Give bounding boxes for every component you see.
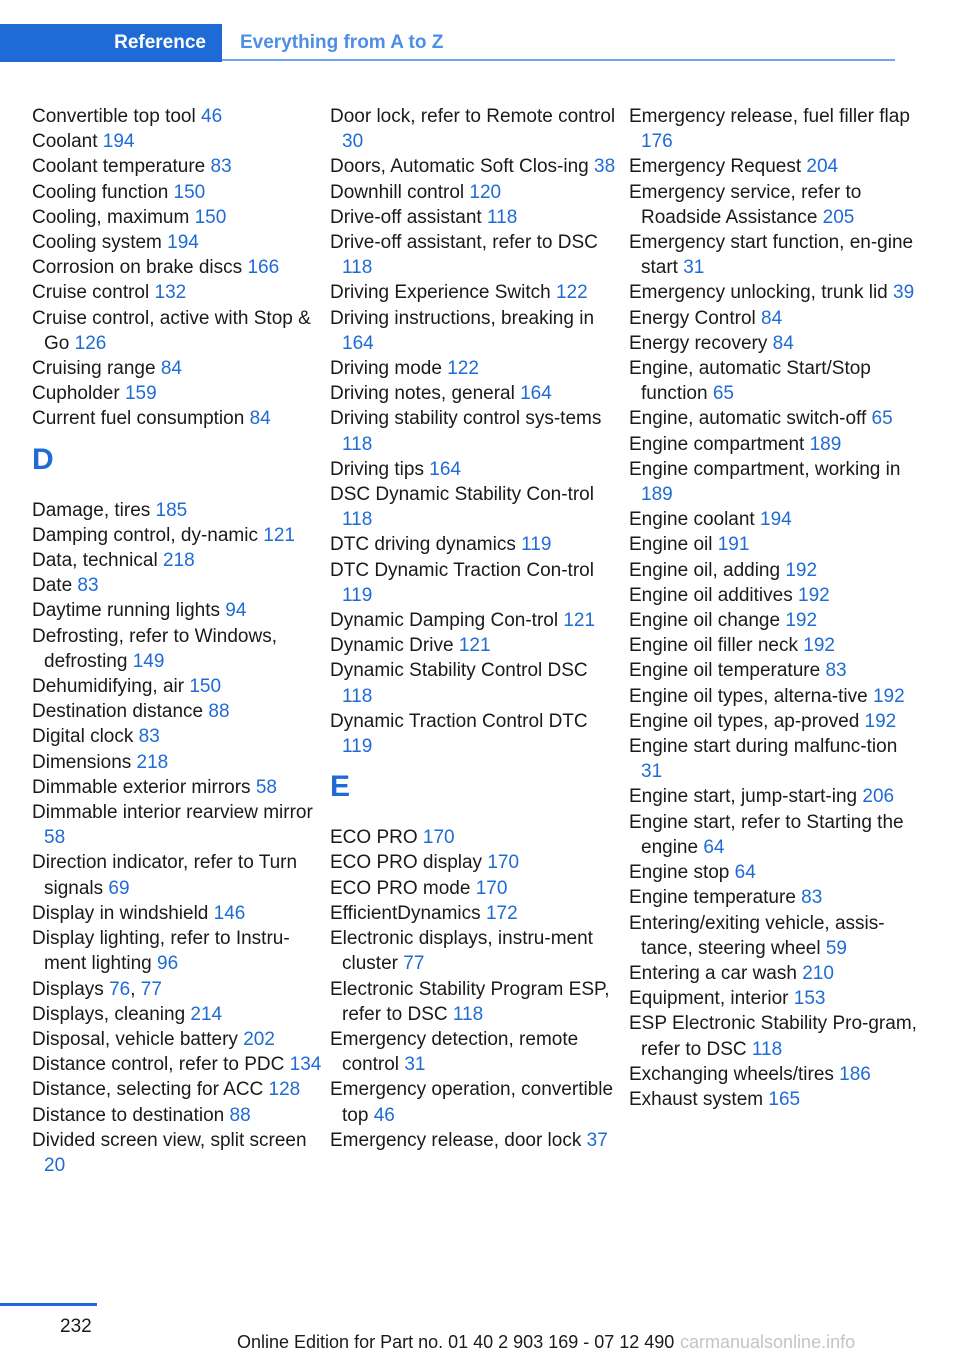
page-link[interactable]: 191: [717, 534, 750, 556]
index-term: Electronic Stability Program ESP, refer to DSC: [330, 978, 610, 1025]
page-link[interactable]: 192: [864, 710, 897, 732]
index-entry: [330, 280, 620, 305]
index-entry: [330, 457, 620, 482]
page-link[interactable]: 126: [74, 332, 107, 354]
section-tab[interactable]: Reference: [0, 24, 222, 62]
index-term: Engine coolant: [629, 509, 760, 531]
index-entry: [629, 457, 919, 507]
page-link[interactable]: 121: [458, 635, 491, 657]
index-term: Engine start during malfunc-tion: [629, 736, 898, 758]
page-link[interactable]: 132: [154, 282, 187, 304]
index-entry: [330, 825, 620, 850]
index-term: Distance, selecting for ACC: [32, 1079, 269, 1101]
index-term: Engine compartment: [629, 433, 810, 455]
page-link[interactable]: 204: [806, 156, 839, 178]
index-entry: [32, 498, 322, 523]
index-entry: [629, 608, 919, 633]
page-link[interactable]: 164: [520, 383, 552, 405]
index-entry: [330, 306, 620, 356]
index-term: Coolant: [32, 131, 103, 153]
index-entry: [330, 356, 620, 381]
index-entry: [32, 381, 322, 406]
index-entry: [330, 658, 620, 708]
index-entry: [32, 255, 322, 280]
index-term: Downhill control: [330, 181, 470, 203]
index-entry: [32, 406, 322, 431]
page-link[interactable]: 189: [641, 484, 673, 506]
page-link[interactable]: 159: [124, 383, 157, 405]
page-link[interactable]: 122: [555, 282, 588, 304]
index-entry: [629, 1011, 919, 1061]
page-link[interactable]: 65: [871, 408, 893, 430]
index-entry: [32, 573, 322, 598]
index-entry: [32, 977, 322, 1002]
page-link[interactable]: 172: [485, 902, 518, 924]
index-term: Daytime running lights: [32, 600, 226, 622]
page-link[interactable]: 118: [751, 1038, 783, 1060]
index-term: Engine oil types, ap-proved: [629, 710, 865, 732]
index-term: ESP Electronic Stability Pro-gram, refer to DSC: [629, 1013, 917, 1060]
index-term: Cooling function: [32, 181, 174, 203]
page-link[interactable]: 122: [447, 358, 479, 380]
page-link[interactable]: 58: [44, 827, 66, 849]
page-link[interactable]: 150: [194, 206, 227, 228]
index-entry: [629, 280, 919, 305]
index-term: DTC driving dynamics: [330, 534, 522, 556]
page-link[interactable]: 83: [825, 660, 847, 682]
index-term: Engine oil filler neck: [629, 635, 804, 657]
page-link[interactable]: 38: [594, 156, 616, 178]
page-number: 232: [60, 1316, 92, 1337]
page-link[interactable]: 31: [404, 1054, 426, 1076]
index-entry: [32, 548, 322, 573]
page-link[interactable]: 134: [289, 1054, 322, 1076]
index-entry: [32, 180, 322, 205]
page-link[interactable]: 119: [521, 534, 552, 556]
index-entry: [629, 532, 919, 557]
index-term: Dynamic Traction Control DTC: [330, 710, 588, 732]
page-link[interactable]: 166: [247, 257, 280, 279]
index-term: Cruise control: [32, 282, 155, 304]
index-term: Engine, automatic switch-off: [629, 408, 872, 430]
index-column-3: [629, 104, 919, 1112]
index-term: Dehumidifying, air: [32, 676, 190, 698]
page-link[interactable]: 189: [809, 433, 842, 455]
page-link[interactable]: 64: [734, 862, 756, 884]
index-entry: [629, 432, 919, 457]
index-term: Driving Experience Switch: [330, 282, 556, 304]
index-entry: [629, 356, 919, 406]
index-entry: [629, 860, 919, 885]
page-header: [0, 24, 895, 62]
index-entry: [330, 633, 620, 658]
index-term: Engine compartment, working in: [629, 458, 901, 480]
page-link[interactable]: 205: [822, 206, 855, 228]
index-term: Distance to destination: [32, 1104, 230, 1126]
index-term: Cooling system: [32, 232, 168, 254]
page-link[interactable]: 210: [802, 962, 834, 984]
index-entry: [629, 507, 919, 532]
index-term: Coolant temperature: [32, 156, 211, 178]
index-term: Defrosting, refer to Windows, defrosting: [32, 625, 277, 672]
index-entry: [330, 1027, 620, 1077]
index-term: Digital clock: [32, 726, 139, 748]
index-term: Engine, automatic Start/Stop function: [629, 358, 871, 405]
index-entry: [32, 356, 322, 381]
index-entry: [330, 608, 620, 633]
index-entry: [32, 523, 322, 548]
index-term: Cooling, maximum: [32, 206, 195, 228]
page-link[interactable]: 118: [452, 1003, 484, 1025]
index-term: Dynamic Stability Control DSC: [330, 660, 588, 682]
page-link[interactable]: 88: [208, 701, 230, 723]
index-entry: [32, 205, 322, 230]
page-link[interactable]: 164: [342, 332, 374, 354]
index-term: Driving notes, general: [330, 383, 521, 405]
index-entry: [32, 306, 322, 356]
index-term: Engine start, refer to Starting the engine: [629, 811, 904, 858]
index-entry: [32, 104, 322, 129]
index-term: Displays: [32, 978, 110, 1000]
index-term: Exchanging wheels/tires: [629, 1063, 840, 1085]
index-entry: [32, 699, 322, 724]
index-entry: [629, 961, 919, 986]
page-link[interactable]: 31: [683, 257, 705, 279]
page-link[interactable]: 84: [160, 358, 182, 380]
page-link[interactable]: 59: [825, 937, 847, 959]
page-link[interactable]: 150: [173, 181, 206, 203]
index-term: Emergency Request: [629, 156, 807, 178]
page-separator: ,: [130, 978, 141, 1000]
header-divider: [222, 59, 895, 61]
page-link[interactable]: 46: [373, 1104, 395, 1126]
page-link[interactable]: 186: [839, 1063, 871, 1085]
page-link[interactable]: 206: [862, 786, 895, 808]
index-entry: [629, 784, 919, 809]
index-entry: [32, 280, 322, 305]
page-link[interactable]: 65: [712, 383, 734, 405]
index-entry: [330, 532, 620, 557]
page-link[interactable]: 170: [487, 852, 520, 874]
index-entry: [629, 104, 919, 154]
index-term: Display in windshield: [32, 902, 214, 924]
index-entry: [330, 850, 620, 875]
index-entry: [330, 977, 620, 1027]
index-term: Exhaust system: [629, 1088, 769, 1110]
page-link[interactable]: 194: [167, 232, 199, 254]
page-link[interactable]: 58: [255, 776, 277, 798]
index-entry: [330, 230, 620, 280]
index-term: Dimmable exterior mirrors: [32, 776, 256, 798]
index-entry: [32, 800, 322, 850]
index-term: Energy Control: [629, 307, 762, 329]
index-entry: [629, 1087, 919, 1112]
page-link[interactable]: 214: [190, 1003, 223, 1025]
footer-divider: [0, 1303, 97, 1306]
page-link[interactable]: 128: [268, 1079, 301, 1101]
index-entry: [629, 558, 919, 583]
index-letter-heading: D: [32, 442, 54, 476]
page-link[interactable]: 192: [872, 685, 905, 707]
index-term: Door lock, refer to Remote control: [330, 106, 616, 127]
page-link[interactable]: 170: [422, 827, 455, 849]
index-term: Entering a car wash: [629, 962, 803, 984]
index-term: Dynamic Damping Con-trol: [330, 610, 564, 632]
index-term: Dimensions: [32, 751, 137, 773]
page-link[interactable]: 77: [403, 953, 425, 975]
page-link[interactable]: 149: [132, 650, 165, 672]
index-term: ECO PRO display: [330, 852, 488, 874]
page-link[interactable]: 118: [342, 433, 373, 455]
index-term: Drive-off assistant, refer to DSC: [330, 232, 598, 254]
index-term: Equipment, interior: [629, 988, 794, 1010]
index-term: Entering/exiting vehicle, assis-tance, steering wheel: [629, 912, 885, 959]
index-term: Current fuel consumption: [32, 408, 250, 430]
index-term: Cupholder: [32, 383, 125, 405]
page-link[interactable]: 176: [641, 131, 673, 153]
page-link[interactable]: 194: [760, 509, 792, 531]
page-link[interactable]: 218: [162, 550, 195, 572]
page-link[interactable]: 31: [641, 761, 663, 783]
index-term: Driving stability control sys-tems: [330, 408, 602, 430]
page-link[interactable]: 76: [109, 978, 131, 1000]
page-link[interactable]: 83: [210, 156, 232, 178]
index-term: ECO PRO mode: [330, 877, 476, 899]
index-term: Emergency service, refer to Roadside Assistance: [629, 181, 862, 228]
index-entry: [32, 901, 322, 926]
index-entry: [32, 1128, 322, 1178]
index-column-1: [32, 104, 322, 1178]
subsection-title[interactable]: Everything from A to Z: [240, 32, 444, 53]
index-entry: [629, 331, 919, 356]
index-entry: [330, 104, 620, 154]
index-entry: [629, 230, 919, 280]
index-term: Emergency release, fuel filler flap: [629, 106, 910, 127]
index-entry: [629, 810, 919, 860]
index-entry: [629, 406, 919, 431]
index-entry: [32, 750, 322, 775]
page-link[interactable]: 83: [77, 575, 99, 597]
index-entry: [330, 926, 620, 976]
index-entry: [330, 1077, 620, 1127]
index-entry: [32, 775, 322, 800]
index-term: Engine oil: [629, 534, 718, 556]
index-column-2: [330, 104, 620, 1153]
index-term: Date: [32, 575, 78, 597]
index-term: Displays, cleaning: [32, 1003, 191, 1025]
index-entry: [629, 1062, 919, 1087]
page-link[interactable]: 150: [189, 676, 222, 698]
index-term: DSC Dynamic Stability Con-trol: [330, 484, 594, 506]
index-entry: [32, 1027, 322, 1052]
index-entry: [330, 876, 620, 901]
index-entry: [32, 129, 322, 154]
page-link[interactable]: 118: [342, 257, 373, 279]
page-link[interactable]: 120: [469, 181, 502, 203]
index-term: Engine oil types, alterna-tive: [629, 685, 873, 707]
page-link[interactable]: 121: [563, 610, 596, 632]
index-entry: [629, 986, 919, 1011]
index-term: Data, technical: [32, 550, 163, 572]
index-letter-heading: E: [330, 770, 351, 804]
index-term: Corrosion on brake discs: [32, 257, 248, 279]
index-entry: [32, 624, 322, 674]
index-entry: [629, 911, 919, 961]
index-term: Emergency detection, remote control: [330, 1028, 579, 1076]
index-term: Destination distance: [32, 701, 209, 723]
index-entry: [629, 154, 919, 179]
page-link[interactable]: 192: [785, 559, 818, 581]
page-link[interactable]: 202: [243, 1028, 275, 1050]
index-entry: [629, 734, 919, 784]
index-entry: [330, 1128, 620, 1153]
index-entry: [32, 230, 322, 255]
index-entry: [629, 885, 919, 910]
index-entry: [330, 205, 620, 230]
index-entry: [330, 381, 620, 406]
index-term: Cruise control, active with Stop & Go: [32, 307, 311, 354]
index-term: Emergency unlocking, trunk lid: [629, 282, 894, 304]
index-entry: [32, 598, 322, 623]
index-entry: [32, 926, 322, 976]
index-entry: [629, 709, 919, 734]
index-term: Driving mode: [330, 358, 448, 380]
index-entry: [330, 482, 620, 532]
page-link[interactable]: 20: [44, 1154, 66, 1176]
page-link[interactable]: 192: [803, 635, 835, 657]
index-entry: [32, 724, 322, 749]
index-entry: [32, 1077, 322, 1102]
index-entry: [330, 180, 620, 205]
index-term: DTC Dynamic Traction Con-trol: [330, 559, 594, 581]
index-entry: [629, 633, 919, 658]
index-term: EfficientDynamics: [330, 902, 486, 924]
index-entry: [32, 1002, 322, 1027]
page-link[interactable]: 69: [108, 877, 130, 899]
index-entry: [330, 709, 620, 759]
index-term: Emergency start function, en-gine start: [629, 232, 914, 279]
index-entry: [32, 1052, 322, 1077]
index-term: Driving tips: [330, 458, 430, 480]
index-entry: [629, 684, 919, 709]
page-link[interactable]: 119: [342, 736, 373, 758]
index-entry: [330, 154, 620, 179]
page-link[interactable]: 192: [798, 584, 830, 606]
page-link[interactable]: 170: [475, 877, 508, 899]
index-term: Energy recovery: [629, 332, 773, 354]
page-link[interactable]: 96: [157, 953, 179, 975]
index-entry: [629, 306, 919, 331]
page-link[interactable]: 84: [761, 307, 783, 329]
page-link[interactable]: 37: [586, 1129, 608, 1151]
edition-text: Online Edition for Part no. 01 40 2 903 169 - 07 12 490: [237, 1332, 675, 1352]
index-term: Cruising range: [32, 358, 161, 380]
index-term: Engine oil additives: [629, 584, 798, 606]
index-entry: [32, 154, 322, 179]
index-term: Drive-off assistant: [330, 206, 487, 228]
index-entry: [330, 901, 620, 926]
page-link[interactable]: 46: [201, 106, 223, 127]
page-link[interactable]: 119: [342, 584, 373, 606]
page-link[interactable]: 94: [225, 600, 247, 622]
page-link[interactable]: 39: [893, 282, 915, 304]
page-link[interactable]: 146: [213, 902, 246, 924]
index-term: Driving instructions, breaking in: [330, 307, 595, 329]
page-link[interactable]: 165: [768, 1088, 801, 1110]
index-term: Electronic displays, instru-ment cluster: [330, 928, 593, 975]
index-term: Emergency release, door lock: [330, 1129, 587, 1151]
page-link[interactable]: 192: [785, 610, 818, 632]
page-link[interactable]: 88: [229, 1104, 251, 1126]
index-entry: [32, 674, 322, 699]
page-link[interactable]: 77: [140, 978, 162, 1000]
index-term: Engine oil temperature: [629, 660, 826, 682]
page-link[interactable]: 118: [342, 685, 373, 707]
index-term: Dimmable interior rearview mirror: [32, 802, 313, 824]
index-term: ECO PRO: [330, 827, 423, 849]
page-link[interactable]: 83: [138, 726, 160, 748]
page-link[interactable]: 30: [342, 131, 364, 153]
index-term: Divided screen view, split screen: [32, 1129, 307, 1151]
index-term: Engine oil change: [629, 610, 786, 632]
page-link[interactable]: 185: [155, 499, 188, 521]
index-term: Engine oil, adding: [629, 559, 786, 581]
index-entry: [32, 850, 322, 900]
index-term: Damage, tires: [32, 499, 156, 521]
index-term: Damping control, dy-namic: [32, 524, 264, 546]
page-link[interactable]: 153: [793, 988, 826, 1010]
index-term: Disposal, vehicle battery: [32, 1028, 244, 1050]
index-entry: [32, 1103, 322, 1128]
index-term: Doors, Automatic Soft Clos-ing: [330, 156, 594, 178]
index-entry: [629, 583, 919, 608]
page-link[interactable]: 84: [772, 332, 794, 354]
index-term: Distance control, refer to PDC: [32, 1054, 290, 1076]
page-link[interactable]: 218: [136, 751, 169, 773]
index-entry: [629, 658, 919, 683]
page-link[interactable]: 164: [429, 458, 461, 480]
index-term: Convertible top tool: [32, 106, 201, 127]
index-term: Engine stop: [629, 862, 735, 884]
index-entry: [629, 180, 919, 230]
index-entry: [330, 558, 620, 608]
index-term: Dynamic Drive: [330, 635, 459, 657]
page-link[interactable]: 194: [102, 131, 135, 153]
index-term: Engine start, jump-start-ing: [629, 786, 863, 808]
watermark: carmanualsonline.info: [680, 1332, 856, 1352]
index-term: Emergency operation, convertible top: [330, 1079, 614, 1126]
page-link[interactable]: 84: [249, 408, 271, 430]
index-term: Engine temperature: [629, 887, 802, 909]
index-entry: [330, 406, 620, 456]
page-link[interactable]: 121: [263, 524, 295, 546]
index-term: Display lighting, refer to Instru-ment lighting: [32, 928, 290, 975]
page-link[interactable]: 118: [486, 206, 518, 228]
index-term: Direction indicator, refer to Turn signals: [32, 852, 298, 899]
page-link[interactable]: 83: [801, 887, 823, 909]
page-link[interactable]: 64: [703, 836, 725, 858]
page-link[interactable]: 118: [342, 509, 373, 531]
